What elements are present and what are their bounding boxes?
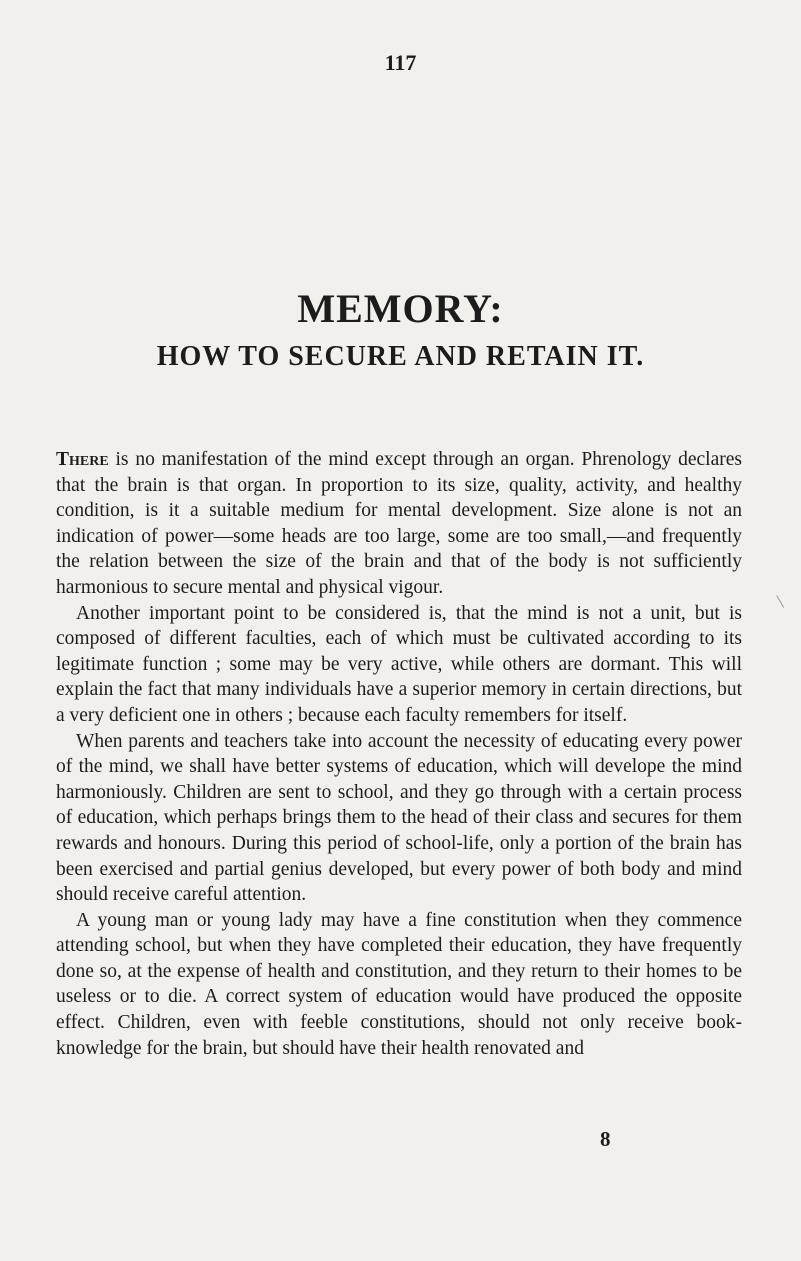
- body-text: [56, 447, 742, 1061]
- page-number-top: 117: [384, 50, 417, 75]
- paragraph-4: A young man or young lady may have a fine constitution when they commence attending school, but when they have completed their education, they have frequently done so, at the expense of health and constitution, and they return to their homes to be useless or to die. A correct system of education would have produced the opposite effect. Children, even with feeble constitutions, should not only receive book-knowledge for the brain, but should have their health renovated and: [56, 909, 742, 1059]
- paragraph-2: Another important point to be considered is, that the mind is not a unit, but is composed of different faculties, each of which must be cultivated according to its legitimate function ; some may be very active, while others are dormant. This will explain the fact that many individuals have a superior memory in certain directions, but a very deficient one in others ; because each faculty remembers for itself.: [56, 602, 742, 726]
- margin-mark: [776, 590, 793, 608]
- paragraph-1-text: is no manifestation of the mind except through an organ. Phrenology declares that the brain is that organ. In proportion to its size, quality, activity, and healthy condition, is it a suitable medium for mental development. Size alone is not an indication of power—some heads are too large, some are too small,—and frequently the relation between the size of the brain and that of the body is not sufficiently harmonious to secure mental and physical vigour.: [56, 449, 742, 598]
- paragraph-lead-word: There: [56, 449, 109, 470]
- paragraph-1: [56, 447, 742, 601]
- signature-mark: 8: [600, 1127, 611, 1151]
- chapter-title: MEMORY:: [297, 286, 504, 331]
- chapter-subtitle: HOW TO SECURE AND RETAIN IT.: [156, 341, 645, 372]
- paragraph-3: When parents and teachers take into account the necessity of educating every power of the mind, we shall have better systems of education, which will develope the mind harmoniously. Children are sent to school, and they go through with a certain process of education, which perhaps brings them to the head of their class and secures for them rewards and honours. During this period of school-life, only a portion of the brain has been exercised and partial genius developed, but every power of both body and mind should receive careful attention.: [56, 730, 742, 906]
